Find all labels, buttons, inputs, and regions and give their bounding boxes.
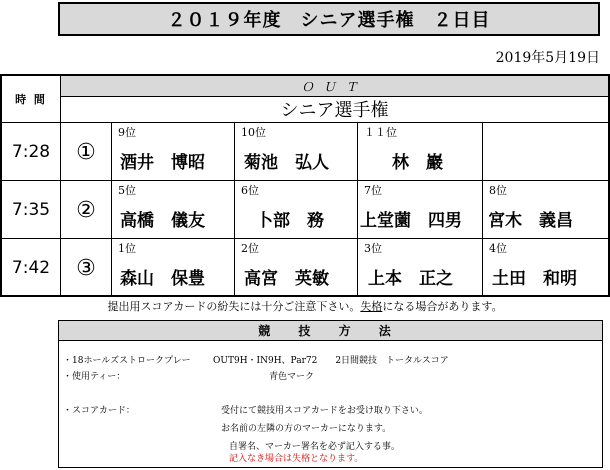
page-title: ２０１９年度 シニア選手権 ２日目 — [58, 2, 600, 36]
divider — [234, 122, 235, 295]
player-rank: 6位 — [241, 184, 259, 197]
format-value: OUT9H・IN9H、Par72 2日間競技 トータルスコア — [213, 356, 449, 366]
notice-text: 提出用スコアカードの紛失には十分ご注意下さい。 — [107, 300, 361, 313]
score-card-notice — [0, 297, 610, 317]
player-rank: 10位 — [241, 126, 266, 139]
player-name: 森山 保豊 — [120, 269, 205, 289]
group-number: ② — [76, 197, 96, 223]
notice-text-end: になる場合があります。 — [382, 300, 503, 313]
disqualify-warning: 記入なき場合は失格となります。 — [229, 454, 364, 464]
divider — [357, 122, 358, 295]
player-rank: １１位 — [364, 126, 397, 139]
player-name: 上堂薗 四男 — [360, 211, 462, 231]
group-number: ③ — [76, 255, 96, 281]
player-name: 卜部 務 — [256, 211, 324, 231]
player-name: 宮木 義昌 — [488, 211, 573, 231]
player-rank: 2位 — [241, 242, 259, 255]
tee-time-table — [0, 74, 610, 297]
format-label: ・18ホールズストロークプレー — [63, 356, 191, 366]
group-time: 7:35 — [11, 200, 51, 220]
scorecard-value: 受付にて競技用スコアカードをお受け取り下さい。 — [221, 406, 428, 416]
event-date: 2019年5月19日 — [495, 50, 600, 66]
scorecard-label: ・スコアカード： — [63, 406, 135, 416]
player-name: 林 巖 — [392, 153, 443, 173]
course-header: ＯＵＴ — [61, 76, 608, 96]
player-rank: 4位 — [489, 242, 507, 255]
divider — [61, 96, 608, 97]
group-time: 7:28 — [11, 142, 51, 162]
marker-note: お名前の左隣の方のマーカーになります。 — [221, 424, 392, 434]
signature-note: 自署名、マーカー署名を必ず記入する事。 — [229, 442, 400, 452]
player-name: 酒井 博昭 — [120, 153, 205, 173]
player-name: 土田 和明 — [492, 269, 577, 289]
player-rank: 3位 — [364, 242, 382, 255]
tee-value: 青色マーク — [269, 372, 315, 382]
group-number: ① — [76, 139, 96, 165]
time-header: 時 間 — [15, 93, 47, 106]
player-name: 菊池 弘人 — [244, 153, 329, 173]
player-name: 高宮 英敏 — [244, 269, 329, 289]
player-name: 高橋 儀友 — [120, 211, 205, 231]
player-rank: 8位 — [489, 184, 507, 197]
player-rank: 5位 — [118, 184, 136, 197]
player-rank: 9位 — [118, 126, 136, 139]
event-name: シニア選手権 — [280, 100, 389, 121]
player-rank: 7位 — [364, 184, 382, 197]
group-time: 7:42 — [11, 258, 51, 278]
divider — [482, 122, 483, 295]
competition-method-box — [58, 320, 603, 468]
method-header: 競 技 方 法 — [59, 321, 602, 341]
player-rank: 1位 — [118, 242, 136, 255]
tee-label: ・使用ティー： — [63, 372, 126, 382]
notice-disqualify: 失格 — [360, 300, 383, 313]
player-name: 上本 正之 — [368, 269, 453, 289]
divider — [111, 122, 112, 295]
